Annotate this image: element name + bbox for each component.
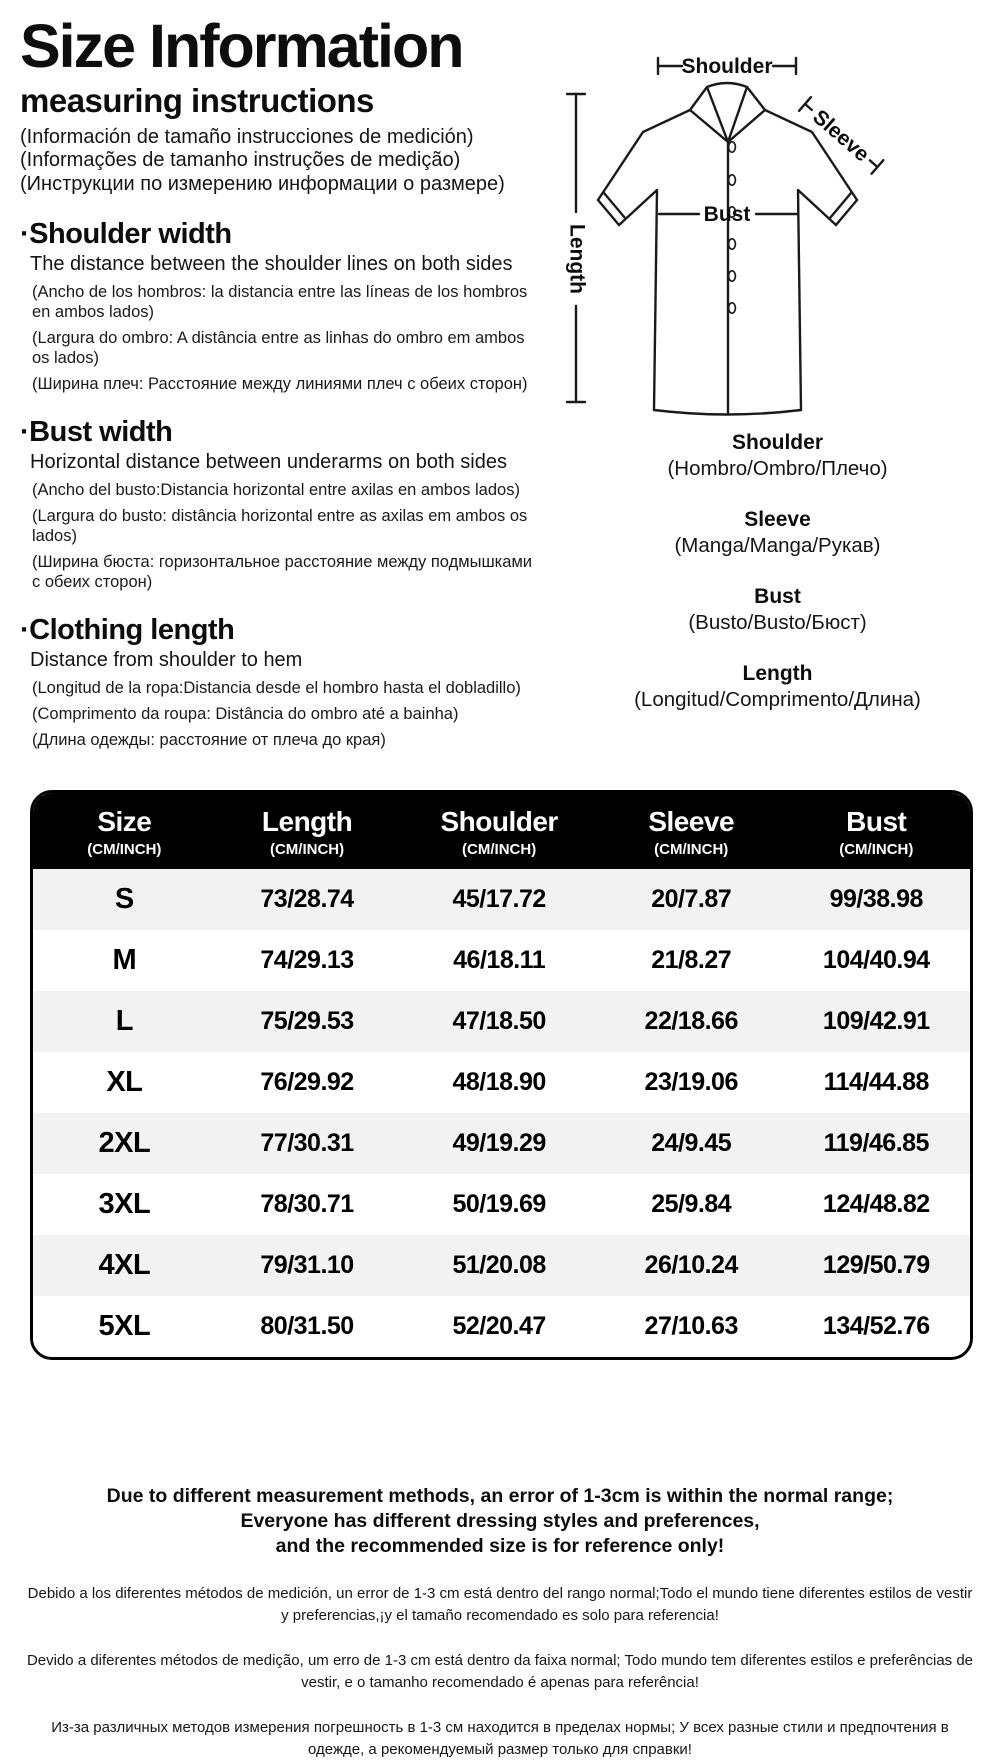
shirt-diagram-svg	[555, 42, 1000, 427]
shoulder-value: 46/18.11	[398, 930, 599, 991]
bust-value: 114/44.88	[783, 1052, 970, 1113]
shirt-button	[729, 142, 736, 152]
length-value: 73/28.74	[216, 869, 399, 930]
section-translation-es: (Ancho de los hombros: la distancia entre las líneas de los hombros en ambos lados)	[32, 283, 528, 322]
shirt-button	[729, 271, 736, 281]
section-description: Horizontal distance between underarms on both sides	[30, 451, 507, 474]
length-value: 78/30.71	[216, 1174, 399, 1235]
sleeve-value: 23/19.06	[600, 1052, 783, 1113]
table-row-l	[33, 991, 970, 1052]
diagram-bust-label: Bust	[703, 203, 751, 226]
table-row-4xl	[33, 1235, 970, 1296]
subtitle-translations	[20, 126, 558, 197]
table-row-s	[33, 869, 970, 930]
length-value: 77/30.31	[216, 1113, 399, 1174]
bust-value: 104/40.94	[783, 930, 970, 991]
column-header-size: Size (CM/INCH)	[33, 793, 216, 869]
section-description: Distance from shoulder to hem	[30, 649, 303, 672]
disclaimer-line: and the recommended size is for reference only!	[275, 1535, 725, 1557]
disclaimer-english	[0, 1484, 1000, 1559]
page-subtitle: measuring instructions	[20, 81, 374, 119]
sleeve-value: 21/8.27	[600, 930, 783, 991]
bullet-dot: ·	[20, 218, 30, 251]
section-translation-ru: (Длина одежды: расстояние от плеча до края)	[32, 731, 386, 750]
legend-length	[555, 662, 1000, 712]
bust-value: 109/42.91	[783, 991, 970, 1052]
shoulder-value: 50/19.69	[398, 1174, 599, 1235]
size-label: 5XL	[33, 1296, 216, 1357]
shirt-collar-lapels-inner	[707, 87, 747, 142]
size-label: XL	[33, 1052, 216, 1113]
shoulder-value: 51/20.08	[398, 1235, 599, 1296]
subtitle-translation-ru: (Инструкции по измерению информации о размере)	[20, 172, 505, 195]
disclaimer-line: Due to different measurement methods, an error of 1-3cm is within the normal range;	[106, 1485, 894, 1507]
subtitle-translation-pt: (Informações de tamanho instruções de medição)	[20, 149, 461, 172]
column-header-bust: Bust (CM/INCH)	[783, 793, 970, 869]
table-row-5xl	[33, 1296, 970, 1357]
length-value: 74/29.13	[216, 930, 399, 991]
section-translation-es: (Ancho del busto:Distancia horizontal entre axilas en ambos lados)	[32, 481, 520, 500]
unit-note: (CM/INCH)	[269, 841, 345, 858]
shoulder-value: 48/18.90	[398, 1052, 599, 1113]
length-value: 75/29.53	[216, 991, 399, 1052]
diagram-column	[555, 42, 1000, 739]
shirt-measurement-diagram	[555, 42, 1000, 427]
length-value: 79/31.10	[216, 1235, 399, 1296]
section-clothing-length	[20, 614, 558, 750]
table-row-2xl	[33, 1113, 970, 1174]
table-row-3xl	[33, 1174, 970, 1235]
diagram-sleeve-label: Sleeve	[808, 105, 874, 167]
shirt-left-cuff-edge	[598, 200, 619, 225]
shoulder-value: 45/17.72	[398, 869, 599, 930]
legend-translations: (Manga/Manga/Рукав)	[674, 534, 881, 557]
legend-bust	[555, 585, 1000, 635]
intro-column	[0, 0, 558, 756]
sleeve-value: 24/9.45	[600, 1113, 783, 1174]
diagram-length-label: Length	[565, 224, 589, 294]
section-bust-width	[20, 416, 558, 592]
bust-value: 129/50.79	[783, 1235, 970, 1296]
bust-value: 99/38.98	[783, 869, 970, 930]
size-label: M	[33, 930, 216, 991]
sleeve-value: 26/10.24	[600, 1235, 783, 1296]
unit-note: (CM/INCH)	[87, 841, 162, 858]
section-heading: Bust width	[29, 416, 173, 449]
disclaimer-spanish: Debido a los diferentes métodos de medición, un error de 1-3 cm está dentro del rango normal;Todo el mundo tiene diferentes estilos de vestir y preferencias,¡y el tamaño recomendado es solo para referencia!	[27, 1585, 973, 1624]
size-table-body	[33, 869, 970, 1357]
column-header-length: Length (CM/INCH)	[216, 793, 399, 869]
measurement-legend	[555, 431, 1000, 712]
legend-translations: (Longitud/Comprimento/Длина)	[634, 688, 921, 711]
legend-term: Sleeve	[744, 508, 811, 531]
sleeve-value: 27/10.63	[600, 1296, 783, 1357]
shirt-right-cuff-band	[830, 193, 851, 218]
legend-translations: (Hombro/Ombro/Плечо)	[667, 457, 888, 480]
size-label: L	[33, 991, 216, 1052]
size-label: 4XL	[33, 1235, 216, 1296]
legend-shoulder	[555, 431, 1000, 481]
unit-note: (CM/INCH)	[654, 841, 729, 858]
size-chart-table-container	[30, 790, 973, 1360]
bust-value: 124/48.82	[783, 1174, 970, 1235]
shirt-right-body-outline	[798, 190, 836, 410]
bullet-dot: ·	[20, 614, 30, 647]
legend-sleeve	[555, 508, 1000, 558]
sleeve-value: 22/18.66	[600, 991, 783, 1052]
bust-value: 119/46.85	[783, 1113, 970, 1174]
shoulder-value: 49/19.29	[398, 1113, 599, 1174]
sleeve-value: 25/9.84	[600, 1174, 783, 1235]
size-label: 3XL	[33, 1174, 216, 1235]
shirt-left-body-outline	[619, 190, 657, 410]
section-translation-ru: (Ширина бюста: горизонтальное расстояние между подмышками с обеих сторон)	[32, 553, 533, 592]
size-table-header	[33, 793, 970, 869]
table-row-m	[33, 930, 970, 991]
sleeve-value: 20/7.87	[600, 869, 783, 930]
shirt-button	[729, 175, 736, 185]
section-description: The distance between the shoulder lines on both sides	[30, 253, 513, 276]
disclaimer-line: Everyone has different dressing styles and preferences,	[240, 1510, 760, 1532]
legend-term: Shoulder	[731, 431, 823, 454]
unit-note: (CM/INCH)	[839, 841, 914, 858]
shirt-buttons	[729, 142, 736, 313]
size-chart-table	[33, 793, 970, 1357]
bullet-dot: ·	[20, 416, 30, 449]
legend-translations: (Busto/Busto/Бюст)	[688, 611, 867, 634]
section-shoulder-width	[20, 218, 558, 394]
disclaimer-portuguese: Devido a diferentes métodos de medição, um erro de 1-3 cm está dentro da faixa normal; Todo mundo tem diferentes estilos e preferências de vestir, e o tamanho recomendado é apenas para referência!	[26, 1652, 974, 1691]
column-header-shoulder: Shoulder (CM/INCH)	[398, 793, 599, 869]
shirt-button	[729, 303, 736, 313]
length-value: 80/31.50	[216, 1296, 399, 1357]
length-value: 76/29.92	[216, 1052, 399, 1113]
measurement-disclaimer	[0, 1484, 1000, 1760]
diagram-shoulder-label: Shoulder	[681, 55, 773, 78]
disclaimer-russian: Из-за различных методов измерения погрешность в 1-3 см находится в пределах нормы; У всех разные стили и предпочтения в одежде, а рекомендуемый размер только для справки!	[51, 1719, 949, 1758]
shirt-left-cuff-band	[604, 193, 625, 218]
section-translation-ru: (Ширина плеч: Расстояние между линиями плеч с обеих сторон)	[32, 375, 528, 394]
shirt-collar-lapels-outer	[690, 110, 765, 142]
size-label: S	[33, 869, 216, 930]
shirt-left-sleeve-outline	[598, 110, 690, 200]
shoulder-value: 52/20.47	[398, 1296, 599, 1357]
subtitle-translation-es: (Información de tamaño instrucciones de medición)	[20, 125, 474, 148]
shoulder-value: 47/18.50	[398, 991, 599, 1052]
section-translation-pt: (Largura do ombro: A distância entre as linhas do ombro em ambos os lados)	[32, 329, 525, 368]
section-translation-pt: (Largura do busto: distância horizontal entre as axilas em ambos os lados)	[32, 507, 528, 546]
page-title: Size Information	[20, 12, 463, 80]
legend-term: Bust	[754, 585, 801, 608]
unit-note: (CM/INCH)	[462, 841, 537, 858]
bust-value: 134/52.76	[783, 1296, 970, 1357]
table-row-xl	[33, 1052, 970, 1113]
section-translation-es: (Longitud de la ropa:Distancia desde el hombro hasta el dobladillo)	[32, 679, 521, 698]
legend-term: Length	[742, 662, 813, 685]
section-heading: Shoulder width	[29, 218, 232, 251]
section-translation-pt: (Comprimento da roupa: Distância do ombro até a bainha)	[32, 705, 459, 724]
shirt-button	[729, 239, 736, 249]
size-label: 2XL	[33, 1113, 216, 1174]
section-heading: Clothing length	[29, 614, 235, 647]
column-header-sleeve: Sleeve (CM/INCH)	[600, 793, 783, 869]
shirt-collar-top	[690, 83, 765, 110]
shirt-right-cuff-edge	[836, 200, 857, 225]
